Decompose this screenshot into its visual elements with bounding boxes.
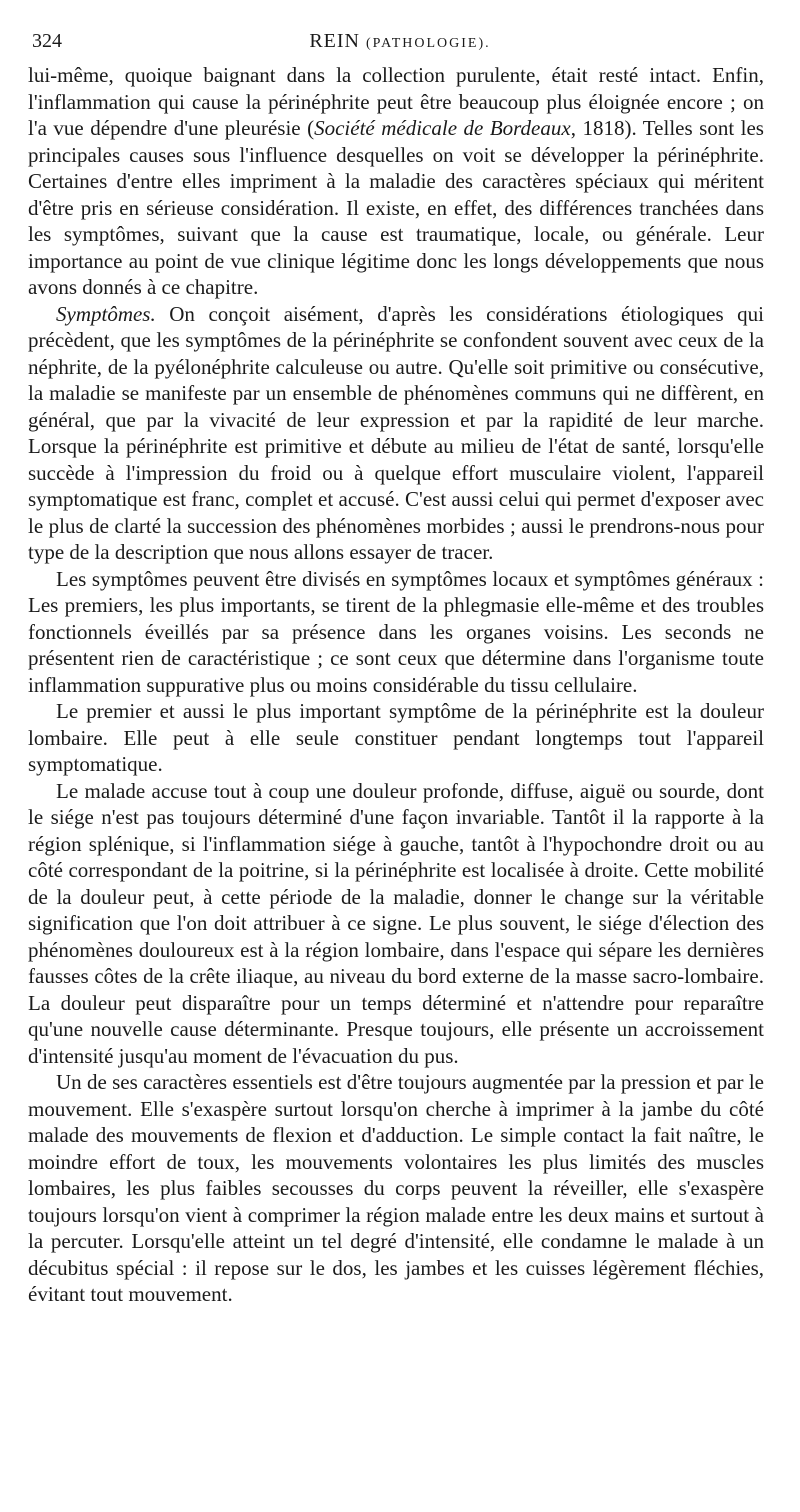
body-text	[28, 62, 764, 1308]
running-title-sub: (PATHOLOGIE).	[366, 36, 491, 51]
page-number: 324	[32, 30, 62, 52]
paragraph-division: Les symptômes peuvent être divisés en symptômes locaux et symptômes généraux : Les premiers, les plus importants, se tirent de la phlegmasie elle-même et des troubles fonctionnels éveillés par sa présence dans les organes voisins. Les seconds ne présentent rien de caractéristique ; ce sont ceux que détermine dans l'organisme toute inflammation suppurative plus ou moins considérable du tissu cellulaire.	[28, 566, 764, 697]
paragraph-caracteres: Un de ses caractères essentiels est d'être toujours augmentée par la pression et par le mouvement. Elle s'exaspère surtout lorsqu'on cherche à imprimer à la jambe du côté malade des mouvements de flexion et d'adduction. Le simple contact la fait naître, le moindre effort de toux, les mouvements volontaires les plus limités des muscles lombaires, les plus faibles secousses du corps peuvent la réveiller, elle s'exaspère toujours lorsqu'on vient à comprimer la région malade entre les deux mains et surtout à la percuter. Lorsqu'elle atteint un tel degré d'intensité, elle condamne le malade à un décubitus spécial : il repose sur le dos, les jambes et les cuisses légèrement fléchies, évitant tout mouvement.	[28, 1070, 764, 1306]
citation-societe-medicale: Société médicale de Bordeaux	[314, 116, 571, 140]
paragraph-siege-douleur: Le malade accuse tout à coup une douleur profonde, diffuse, aiguë ou sourde, dont le siége n'est pas toujours déterminé d'une façon invariable. Tantôt il la rapporte à la région splénique, si l'inflammation siége à gauche, tantôt à l'hypochondre droit ou au côté correspondant de la poitrine, si la périnéphrite est localisée à droite. Cette mobilité de la douleur peut, à cette période de la maladie, donner le change sur la véritable signification que l'on doit attribuer à ce signe. Le plus souvent, le siége d'élection des phénomènes douloureux est à la région lombaire, dans l'espace qui sépare les dernières fausses côtes de la crête iliaque, au niveau du bord externe de la masse sacro-lombaire. La douleur peut disparaître pour un temps déterminé et n'attendre pour reparaître qu'une nouvelle cause déterminante. Presque toujours, elle présente un accroissement d'intensité jusqu'au moment de l'évacuation du pus.	[28, 778, 764, 1068]
paragraph-symptomes	[28, 301, 764, 566]
paragraph-douleur-lombaire: Le premier et aussi le plus important symptôme de la périnéphrite est la douleur lombaire. Elle peut à elle seule constituer pendant longtemps tout l'appareil symptomatique.	[28, 699, 764, 776]
paragraph-causes-text: lui-même, quoique baignant dans la collection purulente, était resté intact. Enfin, l'inflammation qui cause la périnéphrite peut être beaucoup plus éloignée encore ; on l'a vue dépendre d'une pleurésie (	[28, 63, 764, 140]
paragraph-causes-end: , 1818). Telles sont les principales causes sous l'influence desquelles on voit se développer la périnéphrite. Certaines d'entre elles impriment à la maladie des caractères spéciaux qui méritent d'être pris en sérieuse considération. Il existe, en effet, des différences tranchées dans les symptômes, suivant que la cause est traumatique, locale, ou générale. Leur importance au point de vue clinique légitime donc les longs développements que nous avons donnés à ce chapitre.	[28, 116, 764, 299]
running-title	[28, 30, 772, 53]
paragraph-symptomes-text: On conçoit aisément, d'après les considérations étiologiques qui précèdent, que les symptômes de la périnéphrite se confondent souvent avec ceux de la néphrite, de la pyélonéphrite calculeuse ou autre. Qu'elle soit primitive ou consécutive, la maladie se manifeste par un ensemble de phénomènes communs qui ne diffèrent, en général, que par la vivacité de leur expression et par la rapidité de leur marche. Lorsque la périnéphrite est primitive et débute au milieu de l'état de santé, lorsqu'elle succède à l'impression du froid ou à quelque effort musculaire violent, l'appareil symptomatique est franc, complet et accusé. C'est aussi celui qui permet d'exposer avec le plus de clarté la succession des phénomènes morbides ; aussi le prendrons-nous pour type de la description que nous allons essayer de tracer.	[28, 301, 764, 564]
running-title-main: REIN	[309, 30, 360, 52]
section-heading-symptomes: Symptômes.	[56, 301, 156, 326]
paragraph-causes	[28, 62, 764, 301]
page-header	[28, 30, 772, 60]
